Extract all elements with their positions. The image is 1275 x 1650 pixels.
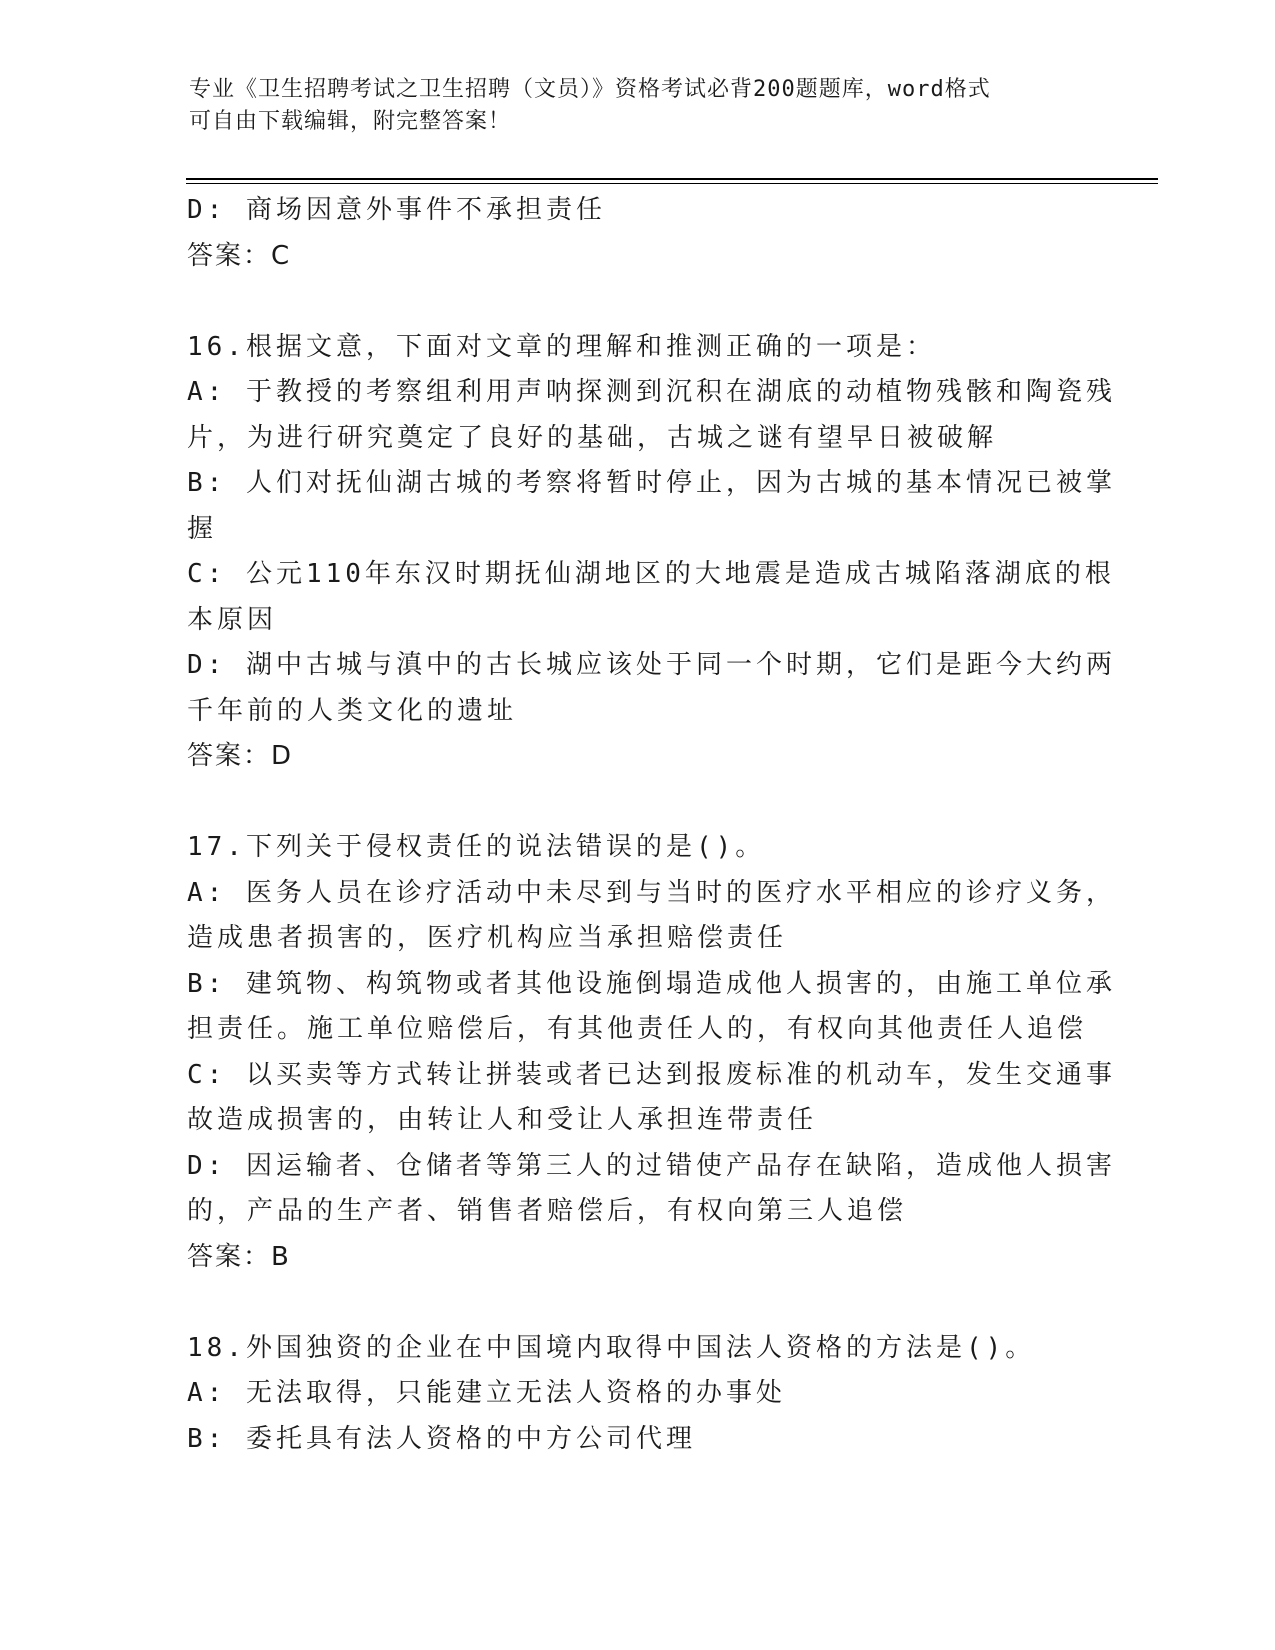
question-17: [187, 825, 1116, 1280]
option-d: D: 因运输者、仓储者等第三人的过错使产品存在缺陷，造成他人损害: [187, 1150, 1116, 1181]
spacer: [187, 279, 1087, 325]
document-header: [189, 74, 1079, 138]
option-a: A: 无法取得，只能建立无法人资格的办事处: [187, 1378, 786, 1408]
option-c-cont: 本原因: [187, 604, 278, 635]
question-stem: 18.外国独资的企业在中国境内取得中国法人资格的方法是()。: [187, 1332, 1036, 1363]
answer: 答案：B: [187, 1241, 291, 1272]
option-b-cont: 担责任。施工单位赔偿后，有其他责任人的，有权向其他责任人追偿: [187, 1014, 1088, 1044]
option-b: B: 委托具有法人资格的中方公司代理: [187, 1423, 696, 1454]
option-a: A: 于教授的考察组利用声呐探测到沉积在湖底的动植物残骸和陶瓷残: [187, 377, 1116, 407]
option-b: B: 人们对抚仙湖古城的考察将暂时停止，因为古城的基本情况已被掌: [187, 468, 1116, 498]
option-a: A: 医务人员在诊疗活动中未尽到与当时的医疗水平相应的诊疗义务，: [187, 877, 1116, 908]
question-stem: 16.根据文意，下面对文章的理解和推测正确的一项是：: [187, 331, 936, 362]
question-stem: 17.下列关于侵权责任的说法错误的是()。: [187, 832, 766, 862]
spacer: [187, 1280, 1087, 1326]
answer: 答案：D: [187, 741, 294, 771]
option-a-cont: 造成患者损害的，医疗机构应当承担赔偿责任: [187, 923, 788, 953]
header-divider: [186, 178, 1158, 184]
question-16: [187, 325, 1116, 780]
option-c: C: 公元110年东汉时期抚仙湖地区的大地震是造成古城陷落湖底的根: [187, 559, 1115, 589]
option-c: C: 以买卖等方式转让拼装或者已达到报废标准的机动车，发生交通事: [187, 1059, 1116, 1090]
option-d-cont: 千年前的人类文化的遗址: [187, 695, 518, 726]
option-a-cont: 片，为进行研究奠定了良好的基础，古城之谜有望早日被破解: [187, 422, 998, 453]
answer: 答案：C: [187, 240, 292, 271]
question-18: [187, 1326, 1087, 1463]
option-b-cont: 握: [187, 513, 218, 544]
option-d: D: 商场因意外事件不承担责任: [187, 195, 606, 225]
option-d: D: 湖中古城与滇中的古长城应该处于同一个时期，它们是距今大约两: [187, 650, 1116, 680]
option-b: B: 建筑物、构筑物或者其他设施倒塌造成他人损害的，由施工单位承: [187, 968, 1116, 999]
header-title-line-1: 专业《卫生招聘考试之卫生招聘（文员）》资格考试必背200题题库，word格式: [189, 77, 991, 102]
header-title-line-2: 可自由下载编辑，附完整答案！: [189, 109, 512, 134]
spacer: [187, 780, 1087, 826]
option-d-cont: 的，产品的生产者、销售者赔偿后，有权向第三人追偿: [187, 1196, 908, 1226]
option-c-cont: 故造成损害的，由转让人和受让人承担连带责任: [187, 1105, 818, 1135]
previous-question-tail: [187, 188, 1087, 279]
question-content: [187, 188, 1116, 1462]
